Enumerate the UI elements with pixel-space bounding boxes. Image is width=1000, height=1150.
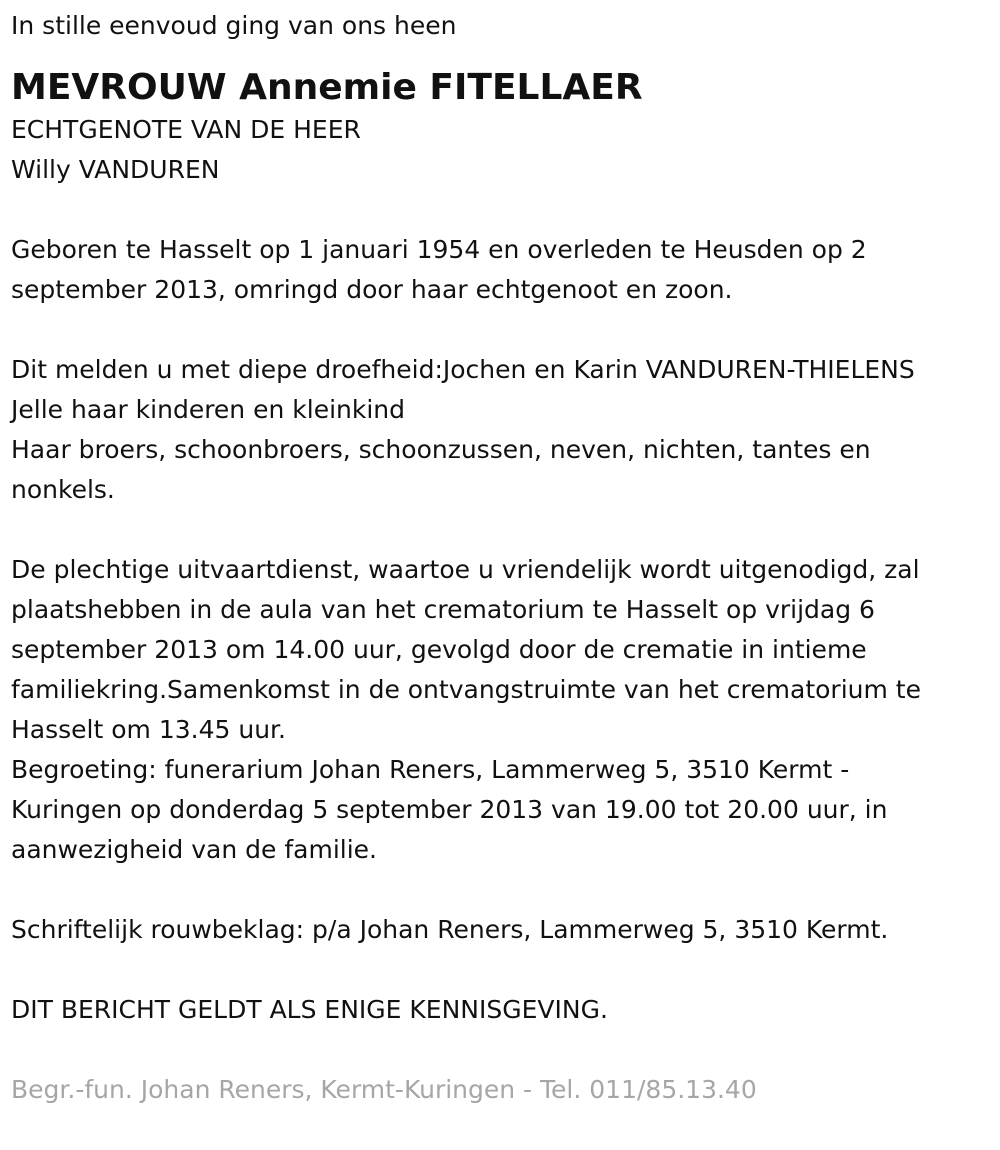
spacer xyxy=(11,950,996,990)
paragraph-line: aanwezigheid van de familie. xyxy=(11,835,377,864)
service-paragraph xyxy=(11,550,996,870)
spacer xyxy=(11,190,996,230)
only-notice-line: DIT BERICHT GELDT ALS ENIGE KENNISGEVING. xyxy=(11,995,608,1024)
paragraph-line: Dit melden u met diepe droefheid:Jochen en Karin VANDUREN-THIELENS xyxy=(11,355,915,384)
paragraph-line: september 2013 om 14.00 uur, gevolgd door de crematie in intieme xyxy=(11,635,867,664)
paragraph-line: Geboren te Hasselt op 1 januari 1954 en overleden te Heusden op 2 xyxy=(11,235,867,264)
death-notice xyxy=(11,0,996,1110)
spacer xyxy=(11,510,996,550)
intro-line: In stille eenvoud ging van ons heen xyxy=(11,11,457,40)
paragraph-line: Haar broers, schoonbroers, schoonzussen, neven, nichten, tantes en xyxy=(11,435,871,464)
paragraph-line: Hasselt om 13.45 uur. xyxy=(11,715,286,744)
paragraph-line: plaatshebben in de aula van het crematorium te Hasselt op vrijdag 6 xyxy=(11,595,875,624)
paragraph-line: Kuringen op donderdag 5 september 2013 van 19.00 tot 20.00 uur, in xyxy=(11,795,888,824)
paragraph-line: Jelle haar kinderen en kleinkind xyxy=(11,395,406,424)
announcers-paragraph xyxy=(11,350,996,510)
spacer xyxy=(11,870,996,910)
footer-undertaker: Begr.-fun. Johan Reners, Kermt-Kuringen - Tel. 011/85.13.40 xyxy=(11,1075,757,1104)
spacer xyxy=(11,310,996,350)
paragraph-line: nonkels. xyxy=(11,475,115,504)
spouse-name: Willy VANDUREN xyxy=(11,155,220,184)
condolences-line: Schriftelijk rouwbeklag: p/a Johan Reners, Lammerweg 5, 3510 Kermt. xyxy=(11,915,889,944)
paragraph-line: familiekring.Samenkomst in de ontvangstruimte van het crematorium te xyxy=(11,675,921,704)
paragraph-line: september 2013, omringd door haar echtgenoot en zoon. xyxy=(11,275,733,304)
spacer xyxy=(11,1030,996,1070)
spouse-title: ECHTGENOTE VAN DE HEER xyxy=(11,115,361,144)
birth-death-paragraph xyxy=(11,230,996,310)
deceased-name: MEVROUW Annemie FITELLAER xyxy=(11,67,643,108)
paragraph-line: De plechtige uitvaartdienst, waartoe u vriendelijk wordt uitgenodigd, zal xyxy=(11,555,920,584)
paragraph-line: Begroeting: funerarium Johan Reners, Lammerweg 5, 3510 Kermt - xyxy=(11,755,850,784)
